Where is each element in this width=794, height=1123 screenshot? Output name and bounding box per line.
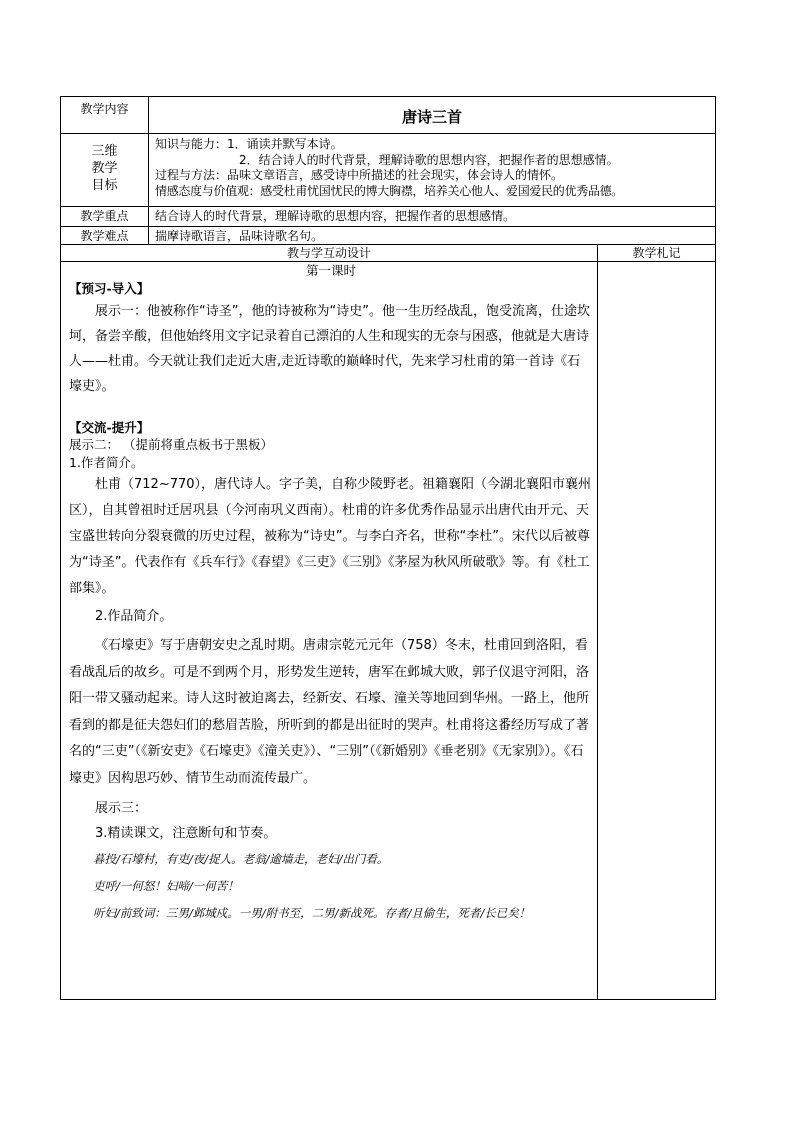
objective-emotion: 情感态度与价值观：感受杜甫忧国忧民的博大胸襟，培养关心他人、爱国爱民的优秀品德。 xyxy=(155,183,624,198)
objective-process: 过程与方法：品味文章语言，感受诗中所描述的社会现实，体会诗人的情怀。 xyxy=(155,168,564,182)
objectives-label: 三维 教学 目标 xyxy=(91,144,118,193)
key-point-label: 教学重点 xyxy=(61,207,149,227)
read-title: 3.精读课文，注意断句和节奏。 xyxy=(95,826,277,841)
section-exchange: 【交流-提升】 xyxy=(69,420,150,435)
lesson-plan-table xyxy=(60,96,716,1000)
design-header-row xyxy=(61,245,716,262)
objective-knowledge: 知识与能力：1．诵读并默写本诗。 xyxy=(155,137,343,151)
difficulty-label: 教学难点 xyxy=(61,227,149,245)
work-text: 《石壕吏》写于唐朝安史之乱时期。唐肃宗乾元元年（758）冬末，杜甫回到洛阳，看看战乱后的故乡。可是不到两个月，形势发生逆转，唐军在邺城大败，郭子仪退守河阳，洛阳一带又骚动起来。诗人这时被迫离去，经新安、石壕、潼关等地回到华州。一路上，他所看到的都是征夫怨妇们的愁眉苦脸，所听到的都是出征时的哭声。杜甫将这番经历写成了著名的“三吏”（《新安吏》《石壕吏》《潼关吏》）、“三别”（《新婚别》《垂老别》《无家别》）。《石壕吏》因构思巧妙、情节生动而流传最广。 xyxy=(69,638,590,786)
show-three: 展示三： xyxy=(95,801,148,816)
objectives-row xyxy=(61,134,716,207)
work-title: 2.作品简介。 xyxy=(95,609,173,624)
section-preview: 【预习-导入】 xyxy=(69,281,150,296)
objective-knowledge-2: 2．结合诗人的时代背景，理解诗歌的思想内容，把握作者的思想感情。 xyxy=(239,152,619,167)
difficulty-row xyxy=(61,227,716,245)
objectives-cell xyxy=(149,134,716,207)
notes-header: 教学札记 xyxy=(598,245,716,262)
objectives-label-cell xyxy=(61,134,149,207)
design-body-row xyxy=(61,262,716,1000)
poem-line: 吏呼/一何怒！妇啼/一何苦！ xyxy=(93,879,239,893)
notes-cell xyxy=(598,262,716,1000)
content-label: 教学内容 xyxy=(80,102,129,116)
lesson-period: 第一课时 xyxy=(305,263,356,278)
poem-line: 听妇/前致词：三男/邺城戍。一男/附书至，二男/新战死。存者/且偷生，死者/长已矣！ xyxy=(93,906,531,920)
design-header: 教与学互动设计 xyxy=(61,245,598,262)
intro-paragraph: 展示一：他被称作“诗圣”，他的诗被称为“诗史”。他一生历经战乱，饱受流离，仕途坎坷，备尝辛酸，但他始终用文字记录着自己漂泊的人生和现实的无奈与困惑，他就是大唐诗人——杜甫。今天就让我们走近大唐,走近诗歌的巅峰时代，先来学习杜甫的第一首诗《石壕吏》。 xyxy=(69,304,590,394)
content-label-cell xyxy=(61,97,149,134)
key-point-row xyxy=(61,207,716,227)
author-text: 杜甫（712~770），唐代诗人。字子美，自称少陵野老。祖籍襄阳（今湖北襄阳市襄州区），自其曾祖时迁居巩县（今河南巩义西南）。杜甫的许多优秀作品显示出唐代由开元、天宝盛世转向分裂衰微的历史过程，被称为“诗史”。与李白齐名，世称“李杜”。宋代以后被尊为“诗圣”。代表作有《兵车行》《春望》《三吏》《三别》《茅屋为秋风所破歌》等。有《杜工部集》。 xyxy=(69,477,592,596)
content-row xyxy=(61,97,716,134)
difficulty-text: 揣摩诗歌语言，品味诗歌名句。 xyxy=(149,227,716,245)
author-title: 1.作者简介。 xyxy=(69,455,144,470)
design-body xyxy=(61,262,598,1000)
poem-line: 暮投/石壕村，有吏/夜/捉人。老翁/逾墙走，老妇/出门看。 xyxy=(93,852,389,866)
spacer xyxy=(69,399,593,420)
key-point-text: 结合诗人的时代背景，理解诗歌的思想内容，把握作者的思想感情。 xyxy=(149,207,716,227)
show-two: 展示二： （提前将重点板书于黑板） xyxy=(69,437,273,452)
lesson-title: 唐诗三首 xyxy=(402,108,463,126)
title-cell xyxy=(149,97,716,134)
